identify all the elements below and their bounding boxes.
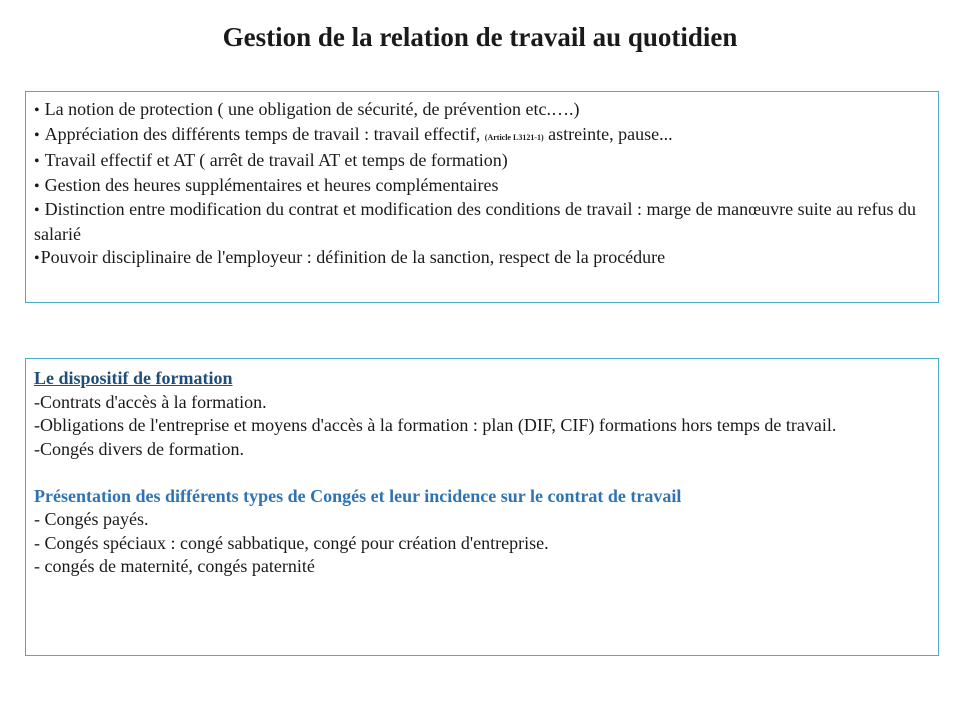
page-title: Gestion de la relation de travail au quotidien xyxy=(222,22,738,52)
list-item-text: Distinction entre modification du contrat et modification des conditions de travail : marge de manœuvre suite au refus du salarié xyxy=(34,199,917,244)
list-item-text: Pouvoir disciplinaire de l'employeur : définition de la sanction, respect de la procédure xyxy=(40,247,666,267)
text-line: -Contrats d'accès à la formation. xyxy=(34,391,267,412)
text-line: -Obligations de l'entreprise et moyens d'accès à la formation : plan (DIF, CIF) formations hors temps de travail. xyxy=(34,415,837,435)
training-box xyxy=(25,358,939,656)
text-line: - Congés payés. xyxy=(34,509,149,529)
bullet-icon: • xyxy=(34,102,40,119)
list-item-text: Gestion des heures supplémentaires et heures complémentaires xyxy=(44,174,499,195)
section-heading-formation: Le dispositif de formation xyxy=(34,368,233,388)
bullet-icon: • xyxy=(34,153,40,170)
list-item-text: La notion de protection ( une obligation de sécurité, de prévention etc.….) xyxy=(44,99,580,119)
list-item xyxy=(34,98,930,123)
list-item xyxy=(34,246,930,271)
text-line: - congés de maternité, congés paternité xyxy=(34,556,315,576)
text-line: - Congés spéciaux : congé sabbatique, congé pour création d'entreprise. xyxy=(34,532,549,553)
list-item xyxy=(34,198,930,246)
bullet-icon: • xyxy=(34,202,40,219)
list-item-text: Travail effectif et AT ( arrêt de travail AT et temps de formation) xyxy=(44,150,508,170)
list-item-text: astreinte, pause... xyxy=(548,123,673,144)
text-line: -Congés divers de formation. xyxy=(34,438,244,459)
bullet-icon: • xyxy=(34,250,40,267)
list-item xyxy=(34,174,930,199)
bullet-icon: • xyxy=(34,126,40,144)
list-item xyxy=(34,123,930,150)
section-heading-conges: Présentation des différents types de Congés et leur incidence sur le contrat de travail xyxy=(34,485,682,506)
spacer xyxy=(34,461,930,485)
article-reference: (Article L3121-1) xyxy=(484,132,544,142)
topics-box xyxy=(25,91,939,303)
bullet-icon: • xyxy=(34,177,40,195)
list-item-text: Appréciation des différents temps de travail : travail effectif, xyxy=(44,123,481,144)
list-item xyxy=(34,149,930,174)
